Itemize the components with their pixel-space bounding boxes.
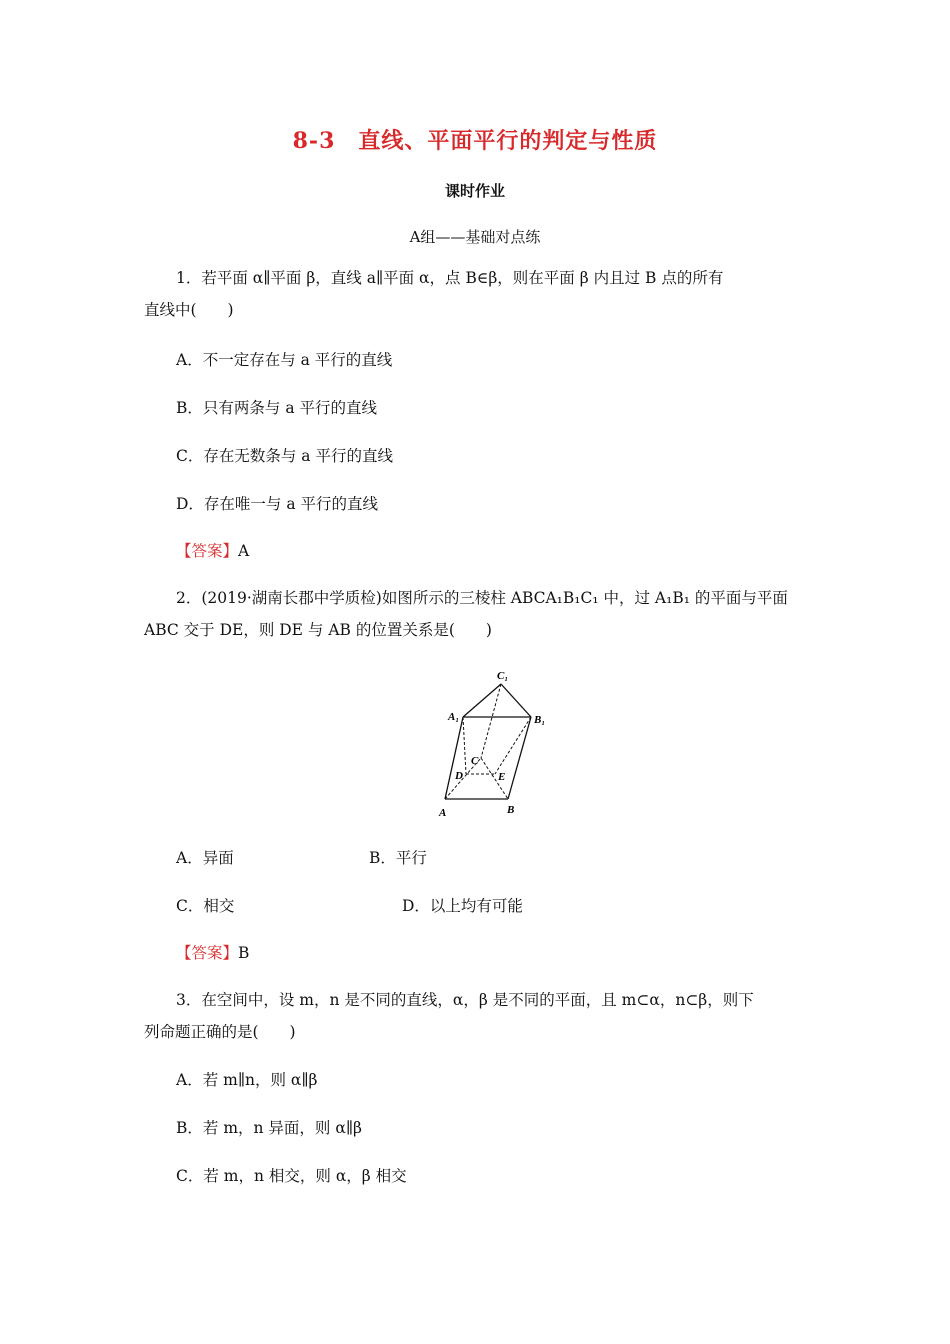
q2-option-b: B．平行 (369, 849, 427, 867)
label-a1: A₁ (448, 711, 460, 723)
group-heading: A组——基础对点练 (409, 228, 541, 246)
q3-option-b: B．若 m，n 异面，则 α∥β (176, 1119, 362, 1137)
q2-stem-line1: 2．(2019·湖南长郡中学质检)如图所示的三棱柱 ABCA₁B₁C₁ 中，过 A₁B₁ 的平面与平面 (176, 589, 788, 607)
section-subtitle: 课时作业 (444, 182, 505, 200)
q2-option-a: A．异面 (176, 849, 234, 867)
answer-value: B (238, 944, 250, 962)
answer-tag: 【答案】 (176, 944, 239, 962)
q1-answer (176, 539, 249, 561)
q1-option-a: A．不一定存在与 a 平行的直线 (176, 351, 393, 369)
q1-stem-line2: 直线中( ) (144, 301, 234, 319)
label-b1: B₁ (534, 714, 546, 726)
q2-option-c: C．相交 (176, 897, 235, 915)
q3-option-c: C．若 m，n 相交，则 α，β 相交 (176, 1167, 407, 1185)
answer-value: A (238, 542, 250, 560)
page-title: 8-3 直线、平面平行的判定与性质 (292, 128, 658, 154)
label-e: E (498, 771, 506, 783)
label-c: C (471, 755, 479, 767)
prism-figure (434, 664, 564, 820)
q2-answer (176, 941, 249, 963)
q1-option-c: C．存在无数条与 a 平行的直线 (176, 447, 393, 465)
label-c1: C₁ (497, 670, 509, 682)
q1-stem-line1: 1．若平面 α∥平面 β，直线 a∥平面 α，点 B∈β，则在平面 β 内且过 B 点的所有 (176, 269, 724, 287)
label-d: D (455, 770, 463, 782)
q2-option-d: D．以上均有可能 (402, 897, 523, 915)
q3-stem-line1: 3．在空间中，设 m，n 是不同的直线，α，β 是不同的平面，且 m⊂α，n⊂β，则下 (176, 991, 754, 1009)
q1-option-d: D．存在唯一与 a 平行的直线 (176, 495, 379, 513)
answer-tag: 【答案】 (176, 542, 239, 560)
label-b: B (507, 804, 515, 816)
q3-option-a: A．若 m∥n，则 α∥β (176, 1071, 318, 1089)
q2-stem-line2: ABC 交于 DE，则 DE 与 AB 的位置关系是( ) (144, 621, 492, 639)
label-a: A (439, 807, 447, 819)
q3-stem-line2: 列命题正确的是( ) (144, 1023, 296, 1041)
q1-option-b: B．只有两条与 a 平行的直线 (176, 399, 377, 417)
triangular-prism-diagram (434, 664, 564, 820)
